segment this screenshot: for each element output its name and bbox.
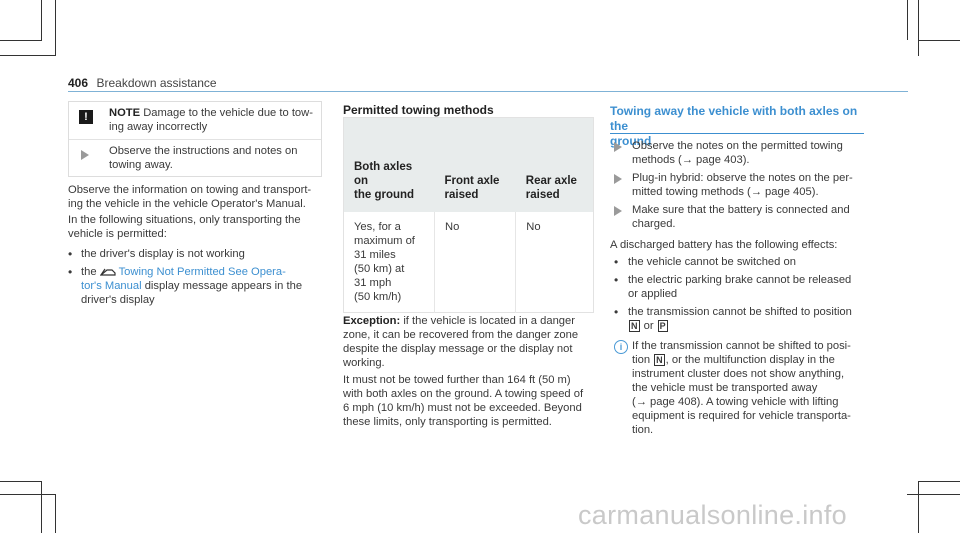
crop-mark (0, 481, 42, 482)
bullet-icon: • (614, 273, 619, 287)
table-header-row (344, 118, 594, 212)
info-line: equipment is required for vehicle transporta- (632, 410, 851, 422)
bullet-icon: • (614, 255, 619, 269)
info-line: tion (632, 354, 651, 366)
table-cell: Yes, for a maximum of 31 miles (50 km) at 31 mph (50 km/h) (344, 212, 435, 313)
crop-mark (41, 0, 42, 41)
towing-methods-table (343, 117, 594, 313)
bullet-text: the (81, 266, 97, 278)
discharged-intro: A discharged battery has the following effects: (610, 239, 838, 251)
note-text-line: Damage to the vehicle due to tow- (143, 107, 313, 119)
text-line: 6 mph (10 km/h) must not be exceeded. Beyond (343, 402, 582, 414)
exception-para (343, 314, 605, 370)
note-label: NOTE (109, 107, 141, 119)
table-header-cell: Both axles on the ground (344, 118, 435, 212)
crop-mark (0, 55, 55, 56)
step-text: Make sure that the battery is connected and (632, 204, 850, 216)
crop-mark (918, 0, 919, 56)
step-text: Observe the notes on the permitted towing (632, 140, 843, 152)
bullet-icon: • (68, 265, 73, 279)
note-step-line: towing away. (109, 159, 173, 171)
step-arrow-icon (614, 174, 622, 188)
text-line: despite the display message or the display not (343, 343, 573, 355)
table-cell: No (526, 220, 541, 233)
info-line: , or the multifunction display in the (665, 354, 835, 366)
text-line: Observe the information on towing and transport- (68, 184, 312, 196)
bullet-icon: • (614, 305, 619, 319)
table-header-cell: Front axle raised (435, 118, 516, 212)
note-step (109, 144, 319, 172)
crop-mark (55, 494, 56, 533)
crop-mark (918, 481, 919, 533)
gear-n-icon: N (656, 355, 663, 365)
bullet-text: the transmission cannot be shifted to position (628, 306, 852, 318)
bullet-item (68, 247, 330, 261)
tow-truck-icon (100, 267, 116, 277)
table-row (344, 212, 594, 313)
limit-para (343, 373, 605, 429)
bullet-text: or (643, 320, 654, 332)
step-arrow-icon (614, 142, 622, 156)
info-line: (→ page 408). A towing vehicle with lifting (632, 396, 839, 408)
note-text (109, 106, 319, 134)
gear-p-icon: P (659, 321, 666, 331)
watermark: carmanualsonline.info (578, 500, 847, 530)
note-step-line: Observe the instructions and notes on (109, 145, 298, 157)
towing-methods-heading: Permitted towing methods (343, 103, 494, 117)
step-text: methods (→ page 403). (632, 154, 750, 166)
step-item (610, 139, 872, 167)
left-para-2 (68, 213, 330, 241)
text-line: ing the vehicle in the vehicle Operator's Manual. (68, 198, 306, 210)
crop-mark (55, 0, 56, 56)
header-rule (68, 91, 908, 92)
bullet-text: display message appears in the (144, 280, 303, 292)
crop-mark (41, 481, 42, 533)
page-header (68, 74, 217, 92)
bullet-item (610, 255, 872, 269)
gear-n-icon: N (631, 321, 638, 331)
page-number: 406 (68, 76, 89, 90)
crop-mark (918, 481, 960, 482)
info-line: instrument cluster does not show anything, (632, 368, 845, 380)
left-para-1 (68, 183, 330, 211)
bullet-item (68, 265, 330, 307)
crop-mark (907, 494, 960, 495)
crop-mark (0, 40, 42, 41)
note-text-line: ing away incorrectly (109, 121, 208, 133)
step-text: charged. (632, 218, 676, 230)
warning-icon: ! (79, 110, 93, 124)
step-arrow-icon (81, 147, 89, 165)
step-item (610, 203, 872, 231)
exception-label: Exception: (343, 315, 401, 327)
info-note (610, 339, 872, 437)
crop-mark (0, 494, 55, 495)
note-header (79, 107, 93, 125)
crop-mark (907, 0, 908, 40)
step-arrow-icon (614, 206, 622, 220)
crop-mark (918, 40, 960, 41)
text-line: In the following situations, only transporting the (68, 214, 301, 226)
info-icon: i (614, 340, 628, 354)
text-line: these limits, only transporting is permitted. (343, 416, 552, 428)
step-text: mitted towing methods (→ page 405). (632, 186, 819, 198)
text-line: with both axles on the ground. A towing speed of (343, 388, 584, 400)
display-message-link[interactable]: tor's Manual (81, 280, 142, 292)
bullet-text: driver's display (81, 294, 155, 306)
bullet-text: or applied (628, 288, 678, 300)
text-line: vehicle is permitted: (68, 228, 167, 240)
note-divider (69, 139, 321, 140)
bullet-text: the driver's display is not working (81, 248, 245, 260)
bullet-icon: • (68, 247, 73, 261)
bullet-text: the vehicle cannot be switched on (628, 256, 796, 268)
table-cell: No (435, 212, 516, 313)
text-line: zone, it can be recovered from the danger zone (343, 329, 579, 341)
info-line: the vehicle must be transported away (632, 382, 818, 394)
info-line: tion. (632, 424, 654, 436)
info-line: If the transmission cannot be shifted to posi- (632, 340, 851, 352)
bullet-item (610, 273, 872, 301)
text-line: working. (343, 357, 385, 369)
section-heading: Towing away the vehicle with both axles on the ground (610, 104, 858, 148)
text-line: It must not be towed further than 164 ft (50 m) (343, 374, 571, 386)
bullet-item (610, 305, 872, 333)
bullet-text: the electric parking brake cannot be released (628, 274, 852, 286)
heading-rule (610, 133, 864, 134)
step-item (610, 171, 872, 199)
step-text: Plug-in hybrid: observe the notes on the per- (632, 172, 853, 184)
display-message-link[interactable]: Towing Not Permitted See Opera- (118, 266, 286, 278)
section-title: Breakdown assistance (96, 76, 217, 90)
text-line: if the vehicle is located in a danger (403, 315, 575, 327)
note-box (68, 101, 322, 177)
table-header-cell: Rear axle raised (516, 118, 594, 212)
